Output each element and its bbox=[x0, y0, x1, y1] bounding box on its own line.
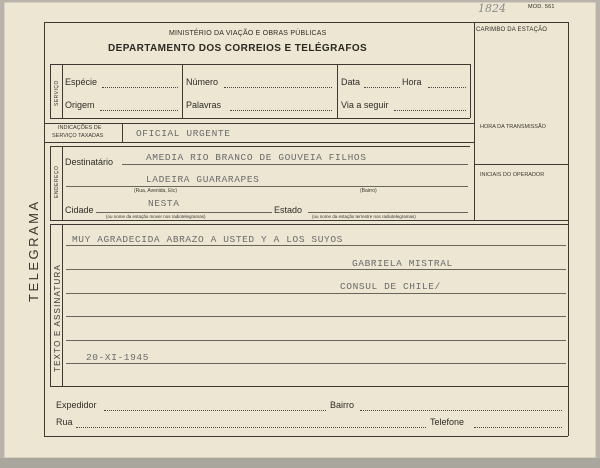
via-line bbox=[394, 110, 466, 111]
text-line-6 bbox=[66, 363, 566, 364]
ministry-title: MINISTÉRIO DA VIAÇÃO E OBRAS PÚBLICAS bbox=[169, 30, 327, 37]
cidade-label: Cidade bbox=[65, 205, 94, 215]
destinatario-value: AMEDIA RIO BRANCO DE GOUVEIA FILHOS bbox=[146, 152, 367, 163]
frame-right bbox=[568, 22, 569, 436]
expedidor-label: Expedidor bbox=[56, 400, 97, 410]
service-box-bottom bbox=[50, 118, 470, 119]
service-box-right bbox=[470, 64, 471, 118]
model-number: MOD. 561 bbox=[528, 4, 555, 10]
stamp-label: CARIMBO DA ESTAÇÃO bbox=[476, 27, 548, 33]
department-title: DEPARTAMENTO DOS CORREIOS E TELÉGRAFOS bbox=[108, 43, 368, 54]
text-area-top bbox=[50, 224, 568, 225]
rua-line bbox=[76, 427, 426, 428]
cidade-value: NESTA bbox=[148, 198, 180, 209]
bairro-line bbox=[360, 410, 562, 411]
numero-label: Número bbox=[186, 77, 219, 87]
service-box-divider-c bbox=[337, 64, 338, 118]
estado-label: Estado bbox=[274, 205, 303, 215]
expedidor-line bbox=[104, 410, 326, 411]
telefone-label: Telefone bbox=[430, 417, 465, 427]
origem-label: Origem bbox=[65, 100, 95, 110]
operator-initials-label: INICIAIS DO OPERADOR bbox=[480, 172, 545, 178]
text-line-1 bbox=[66, 245, 566, 246]
indications-bottom bbox=[44, 142, 474, 143]
hora-line bbox=[428, 87, 466, 88]
signature-title: CONSUL DE CHILE/ bbox=[340, 281, 441, 292]
via-label: Via a seguir bbox=[341, 100, 389, 110]
cidade-line bbox=[96, 212, 272, 213]
stamp-separator bbox=[474, 22, 475, 220]
address-top bbox=[50, 146, 470, 147]
street-hint: (Rua, Avenida, Etc) bbox=[134, 188, 177, 194]
estado-hint: (ou nome da estação terrestre nos radiotelegramas) bbox=[312, 214, 416, 219]
bairro-label: Bairro bbox=[330, 400, 355, 410]
frame-bottom bbox=[44, 436, 568, 437]
address-left bbox=[50, 146, 51, 220]
message-line-1: MUY AGRADECIDA ABRAZO A USTED Y A LOS SUYOS bbox=[72, 234, 343, 245]
scan-background-strip bbox=[0, 458, 600, 468]
street-line bbox=[66, 186, 468, 187]
message-date: 20-XI-1945 bbox=[86, 352, 150, 363]
service-box-left bbox=[50, 64, 51, 118]
hora-label: Hora bbox=[402, 77, 422, 87]
especie-line bbox=[102, 87, 178, 88]
estado-line bbox=[308, 212, 468, 213]
origem-line bbox=[100, 110, 178, 111]
text-line-4 bbox=[66, 316, 566, 317]
numero-line bbox=[224, 87, 332, 88]
frame-top bbox=[44, 22, 568, 23]
service-box-divider-b bbox=[182, 64, 183, 118]
service-box-divider-a bbox=[62, 64, 63, 118]
data-line bbox=[364, 87, 400, 88]
street-value: LADEIRA GUARARAPES bbox=[146, 174, 260, 185]
text-area-left bbox=[50, 224, 51, 386]
telegram-vertical-title: TELEGRAMA bbox=[26, 199, 41, 302]
indications-label-1: INDICAÇÕES DE bbox=[58, 125, 102, 131]
cidade-hint: (ou nome da estação mover nos radiotelegramas) bbox=[106, 214, 206, 219]
text-vertical-label: TEXTO E ASSINATURA bbox=[53, 264, 62, 372]
indications-top bbox=[44, 123, 474, 124]
palavras-line bbox=[230, 110, 332, 111]
bairro-hint: (Bairro) bbox=[360, 188, 377, 194]
data-label: Data bbox=[341, 77, 361, 87]
telegram-form bbox=[4, 2, 596, 458]
frame-left bbox=[44, 22, 45, 436]
especie-label: Espécie bbox=[65, 77, 98, 87]
address-vertical-label: ENDEREÇO bbox=[54, 165, 60, 198]
right-col-rule bbox=[474, 164, 568, 165]
signature-name: GABRIELA MISTRAL bbox=[352, 258, 453, 269]
text-line-2 bbox=[66, 269, 566, 270]
text-area-divider bbox=[62, 224, 63, 386]
text-line-5 bbox=[66, 340, 566, 341]
transmission-time-label: HORA DA TRANSMISSÃO bbox=[480, 124, 546, 130]
address-bottom bbox=[50, 220, 568, 221]
indications-divider bbox=[122, 123, 123, 142]
rua-label: Rua bbox=[56, 417, 73, 427]
destinatario-line bbox=[122, 164, 468, 165]
indications-label-2: SERVIÇO TAXADAS bbox=[52, 133, 104, 139]
palavras-label: Palavras bbox=[186, 100, 222, 110]
indications-value: OFICIAL URGENTE bbox=[136, 128, 231, 139]
address-divider bbox=[62, 146, 63, 220]
service-box-top bbox=[50, 64, 470, 65]
service-vertical-label: SERVIÇO bbox=[54, 80, 60, 106]
pencil-number: 1824 bbox=[478, 2, 506, 15]
text-line-3 bbox=[66, 293, 566, 294]
telefone-line bbox=[474, 427, 562, 428]
text-area-bottom bbox=[50, 386, 568, 387]
destinatario-label: Destinatário bbox=[65, 157, 114, 167]
